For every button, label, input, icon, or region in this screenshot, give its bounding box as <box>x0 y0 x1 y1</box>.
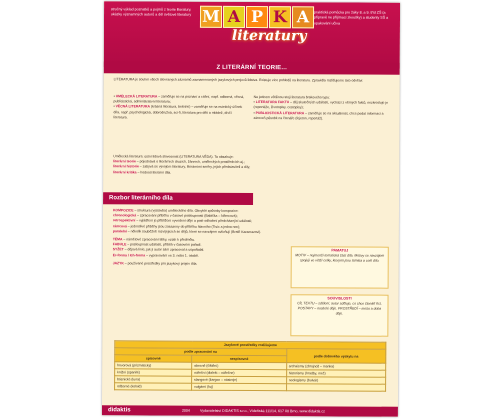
analysis-row: JAZYK – používané prostředky pro jazykový projev díla. <box>112 261 198 266</box>
logo-letters <box>200 6 314 29</box>
pamatuj-body: MOTIV – nejmenší tematická část díla. Motivy se navzájem spojují ve větší celky, kterými jsou témata a celé dílo. <box>295 253 385 263</box>
table-caption: Jazykové prostředky rozlišujeme <box>115 341 386 349</box>
table-cell: historismy (hradby, meč) <box>286 370 385 378</box>
list-item: • VĚCNÁ LITERATURA (krásná literatura, beletrie) – zaměřuje se na estetický účinek díla, např. psychologická, dobrodružná, sci-fi, literatura pro děti a mládež, dívčí literatura. <box>113 104 243 120</box>
publisher-address: Vydavatelství DIDAKTIS s.r.o., Vídeňská 111/14, 617 00 Brno, www.didaktis.cz <box>199 408 325 414</box>
mapka-literatury-logo <box>200 6 308 57</box>
souvislosti-box <box>290 294 388 337</box>
left-definition-list <box>113 94 245 121</box>
publisher-logo: didaktis <box>107 407 131 414</box>
literary-science-intro: Umělecká literatura: ústní lidová slovesnost (LITERATURA VĚDA). Ta obsahuje: <box>113 154 234 159</box>
card-footer <box>102 405 398 417</box>
analysis-row: paralelní – několik souběžně rozvíjejících se dějů, které se navzájem ovlivňují (Bratři Karamazovi). <box>112 229 262 234</box>
pamatuj-box <box>291 246 389 289</box>
table-cell: archaismy (zbrojnoš – manka) <box>286 363 385 371</box>
table-cell: odborné (koloid) <box>115 383 192 390</box>
table-cell: neologismy (bulvár) <box>286 377 385 385</box>
intro-paragraph: LITERATURA je souhrn všech slovesných záznamů zaznamenaných jazykových projevů lidstva. Existuje více pohledů na literaturu. Zpravidla rozlišujeme tato odvětví: <box>113 77 364 83</box>
table-cell: básnické (luna) <box>115 376 192 383</box>
table-cell: knižní (spanilé) <box>115 369 192 376</box>
analysis-row: chronologická – zpracování příběhu v časové posloupnosti (Babička – Němcová); <box>112 213 238 219</box>
table-row <box>115 383 386 391</box>
analysis-row: TÉMA – námětové zpracování látky, vztah k předmětu. <box>112 237 196 242</box>
language-means-table <box>114 340 386 391</box>
analysis-text-block <box>113 208 283 267</box>
analysis-row: rámcová – jednotlivé příběhy jsou zasazeny do příběhu hlavního (Tisíc a jedna noc); <box>112 223 241 229</box>
study-card <box>102 1 400 417</box>
list-item: • PUBLICISTICKÁ LITERATURA – zaměřuje se na aktuálnost, chce podat informaci a zároveň působit na čtenáře (fejeton, reportáž). <box>253 110 384 121</box>
analysis-row: FABULE – posloupnost událostí, příběh v časovém pořadí. <box>112 242 202 247</box>
definition-row: literární teorie – pojednává o literárních druzích, žánrech, uměleckých prostředcích aj.; <box>113 159 245 165</box>
logo-letter: M <box>200 6 222 28</box>
souvislosti-title: SOUVISLOSTI <box>327 296 352 301</box>
header-description-right: praktická pomůcka pro žáky 8. a 9. tříd ZŠ (a připravě ne přijímací zkoušky) a studenty SŠ a opakování učiva <box>313 10 389 26</box>
table-cell: slangové (žargon – nástroje) <box>192 376 287 383</box>
card-header <box>104 1 400 69</box>
table-cell: hovorová (prizmatický) <box>115 362 192 369</box>
table-cell: vulgární (fuj) <box>192 383 287 390</box>
table-group-header: podle dobového výskytu na <box>286 349 385 364</box>
right-definition-list <box>253 95 389 122</box>
logo-letter: A <box>292 6 314 28</box>
list-item: • LITERATURA FAKTU – děj skutečných událostí, vychází z věrných faktů, nezkresluje je (reportáže, životopisy, cestopisy); <box>253 100 389 110</box>
footer-year: 2004 <box>181 408 190 413</box>
list-intro: Na jednom většinou stojí literatura brakového typu: <box>253 95 330 100</box>
table-cell <box>286 384 385 392</box>
definition-row: literární kritika – hodnotí literární díla. <box>113 169 172 175</box>
analysis-row: Er-forma / Ich-forma – vypravování ve 3. nebo 1. osobě. <box>112 252 199 258</box>
literary-science-block <box>113 154 389 176</box>
logo-subtitle: literatury <box>231 27 307 45</box>
table-cell: obecně (čištění) <box>192 362 287 369</box>
section-title-literary-theory: Z LITERÁRNÍ TEORIE... <box>104 61 400 75</box>
header-description-left: stručný výklad poznatků a pojmů z teorie literatury, ukázky významných autorů a děl světové literatury <box>110 7 192 18</box>
table-group-header: podle zpracování na <box>115 348 287 356</box>
souvislosti-body: CÍL TEXTU – sdělení; autor sděluje, co chce čtenáři říct. POSTAVY – nositelé děje. PROSTŘEDÍ – místo a doba děje. <box>297 301 382 316</box>
section-title-analysis: Rozbor literárního díla <box>103 192 253 205</box>
list-item: • UMĚLECKÁ LITERATURA – zaměřuje se na poznání a cítění, např. odborná, věcná, publicistická, administrativní literatura; <box>113 94 245 104</box>
logo-letter: P <box>246 6 268 28</box>
definition-row: literární historie – zabývá se vývojem literatury, literárními směry, jejich představiteli a díly; <box>113 164 251 170</box>
logo-letter: K <box>269 6 291 28</box>
table-cell: nářeční (dialekt – nářečne) <box>192 369 287 376</box>
table-column-header: spisovné <box>115 355 192 362</box>
pamatuj-title: PAMATUJ <box>331 248 349 253</box>
analysis-row: KOMPOZICE – struktura (výstavba) uměleckého díla. Obvyklé způsoby kompozice: <box>112 208 239 213</box>
analysis-row: SYŽET – dějová linie, jak ji autor sám zpracoval a uspořádal. <box>112 247 205 253</box>
logo-letter: A <box>223 6 245 28</box>
table-column-header: nespisovné <box>192 355 287 362</box>
analysis-row: retrospektivní – vyjádření je přiblížení vyvedení děje a poté odhalení předcházející události; <box>112 218 253 224</box>
